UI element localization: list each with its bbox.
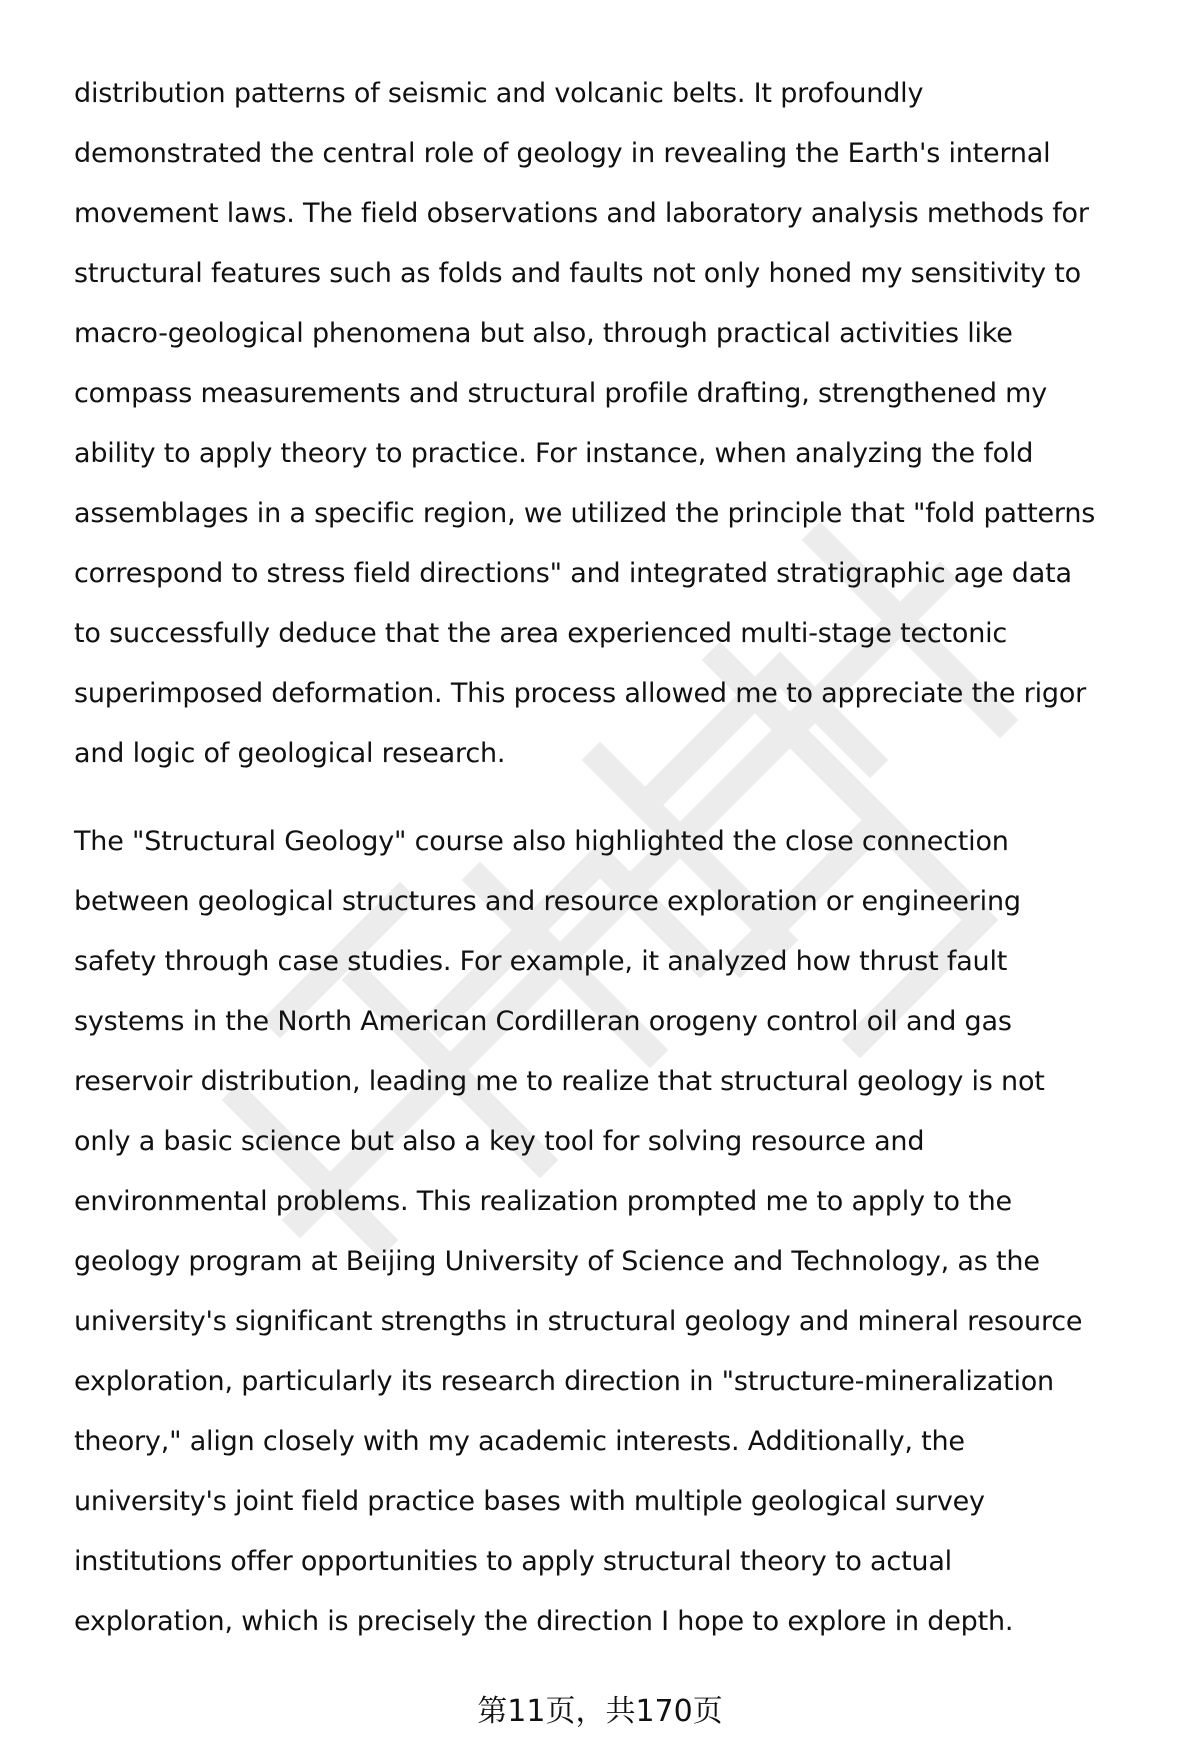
- text-line: reservoir distribution, leading me to realize that structural geology is not: [74, 1066, 1045, 1097]
- text-line: university's significant strengths in structural geology and mineral resource: [74, 1306, 1083, 1337]
- text-line: structural features such as folds and faults not only honed my sensitivity to: [74, 258, 1081, 289]
- paragraph-1: [74, 64, 1174, 784]
- text-line: compass measurements and structural profile drafting, strengthened my: [74, 378, 1048, 409]
- page-number-footer: 第11页，共170页: [477, 1694, 723, 1729]
- text-line: only a basic science but also a key tool for solving resource and: [74, 1126, 925, 1157]
- text-line: systems in the North American Cordilleran orogeny control oil and gas: [74, 1006, 1012, 1037]
- text-line: environmental problems. This realization prompted me to apply to the: [74, 1186, 1012, 1217]
- text-line: safety through case studies. For example, it analyzed how thrust fault: [74, 946, 1008, 977]
- text-line: exploration, which is precisely the direction I hope to explore in depth.: [74, 1606, 1014, 1637]
- text-line: and logic of geological research.: [74, 738, 506, 769]
- text-line: institutions offer opportunities to apply structural theory to actual: [74, 1546, 952, 1577]
- text-line: between geological structures and resource exploration or engineering: [74, 886, 1021, 917]
- text-line: movement laws. The field observations and laboratory analysis methods for: [74, 198, 1089, 229]
- text-line: geology program at Beijing University of Science and Technology, as the: [74, 1246, 1040, 1277]
- text-line: demonstrated the central role of geology in revealing the Earth's internal: [74, 138, 1051, 169]
- text-line: exploration, particularly its research direction in "structure-mineralization: [74, 1366, 1054, 1397]
- text-line: university's joint field practice bases with multiple geological survey: [74, 1486, 985, 1517]
- text-line: distribution patterns of seismic and volcanic belts. It profoundly: [74, 78, 924, 109]
- text-line: macro-geological phenomena but also, through practical activities like: [74, 318, 1013, 349]
- text-line: superimposed deformation. This process allowed me to appreciate the rigor: [74, 678, 1087, 709]
- text-line: ability to apply theory to practice. For instance, when analyzing the fold: [74, 438, 1034, 469]
- document-body: [74, 64, 1174, 1652]
- text-line: assemblages in a specific region, we utilized the principle that "fold patterns: [74, 498, 1096, 529]
- text-line: theory," align closely with my academic interests. Additionally, the: [74, 1426, 965, 1457]
- text-line: The "Structural Geology" course also highlighted the close connection: [74, 826, 1009, 857]
- text-line: to successfully deduce that the area experienced multi-stage tectonic: [74, 618, 1008, 649]
- paragraph-2: [74, 812, 1174, 1652]
- text-line: correspond to stress field directions" and integrated stratigraphic age data: [74, 558, 1072, 589]
